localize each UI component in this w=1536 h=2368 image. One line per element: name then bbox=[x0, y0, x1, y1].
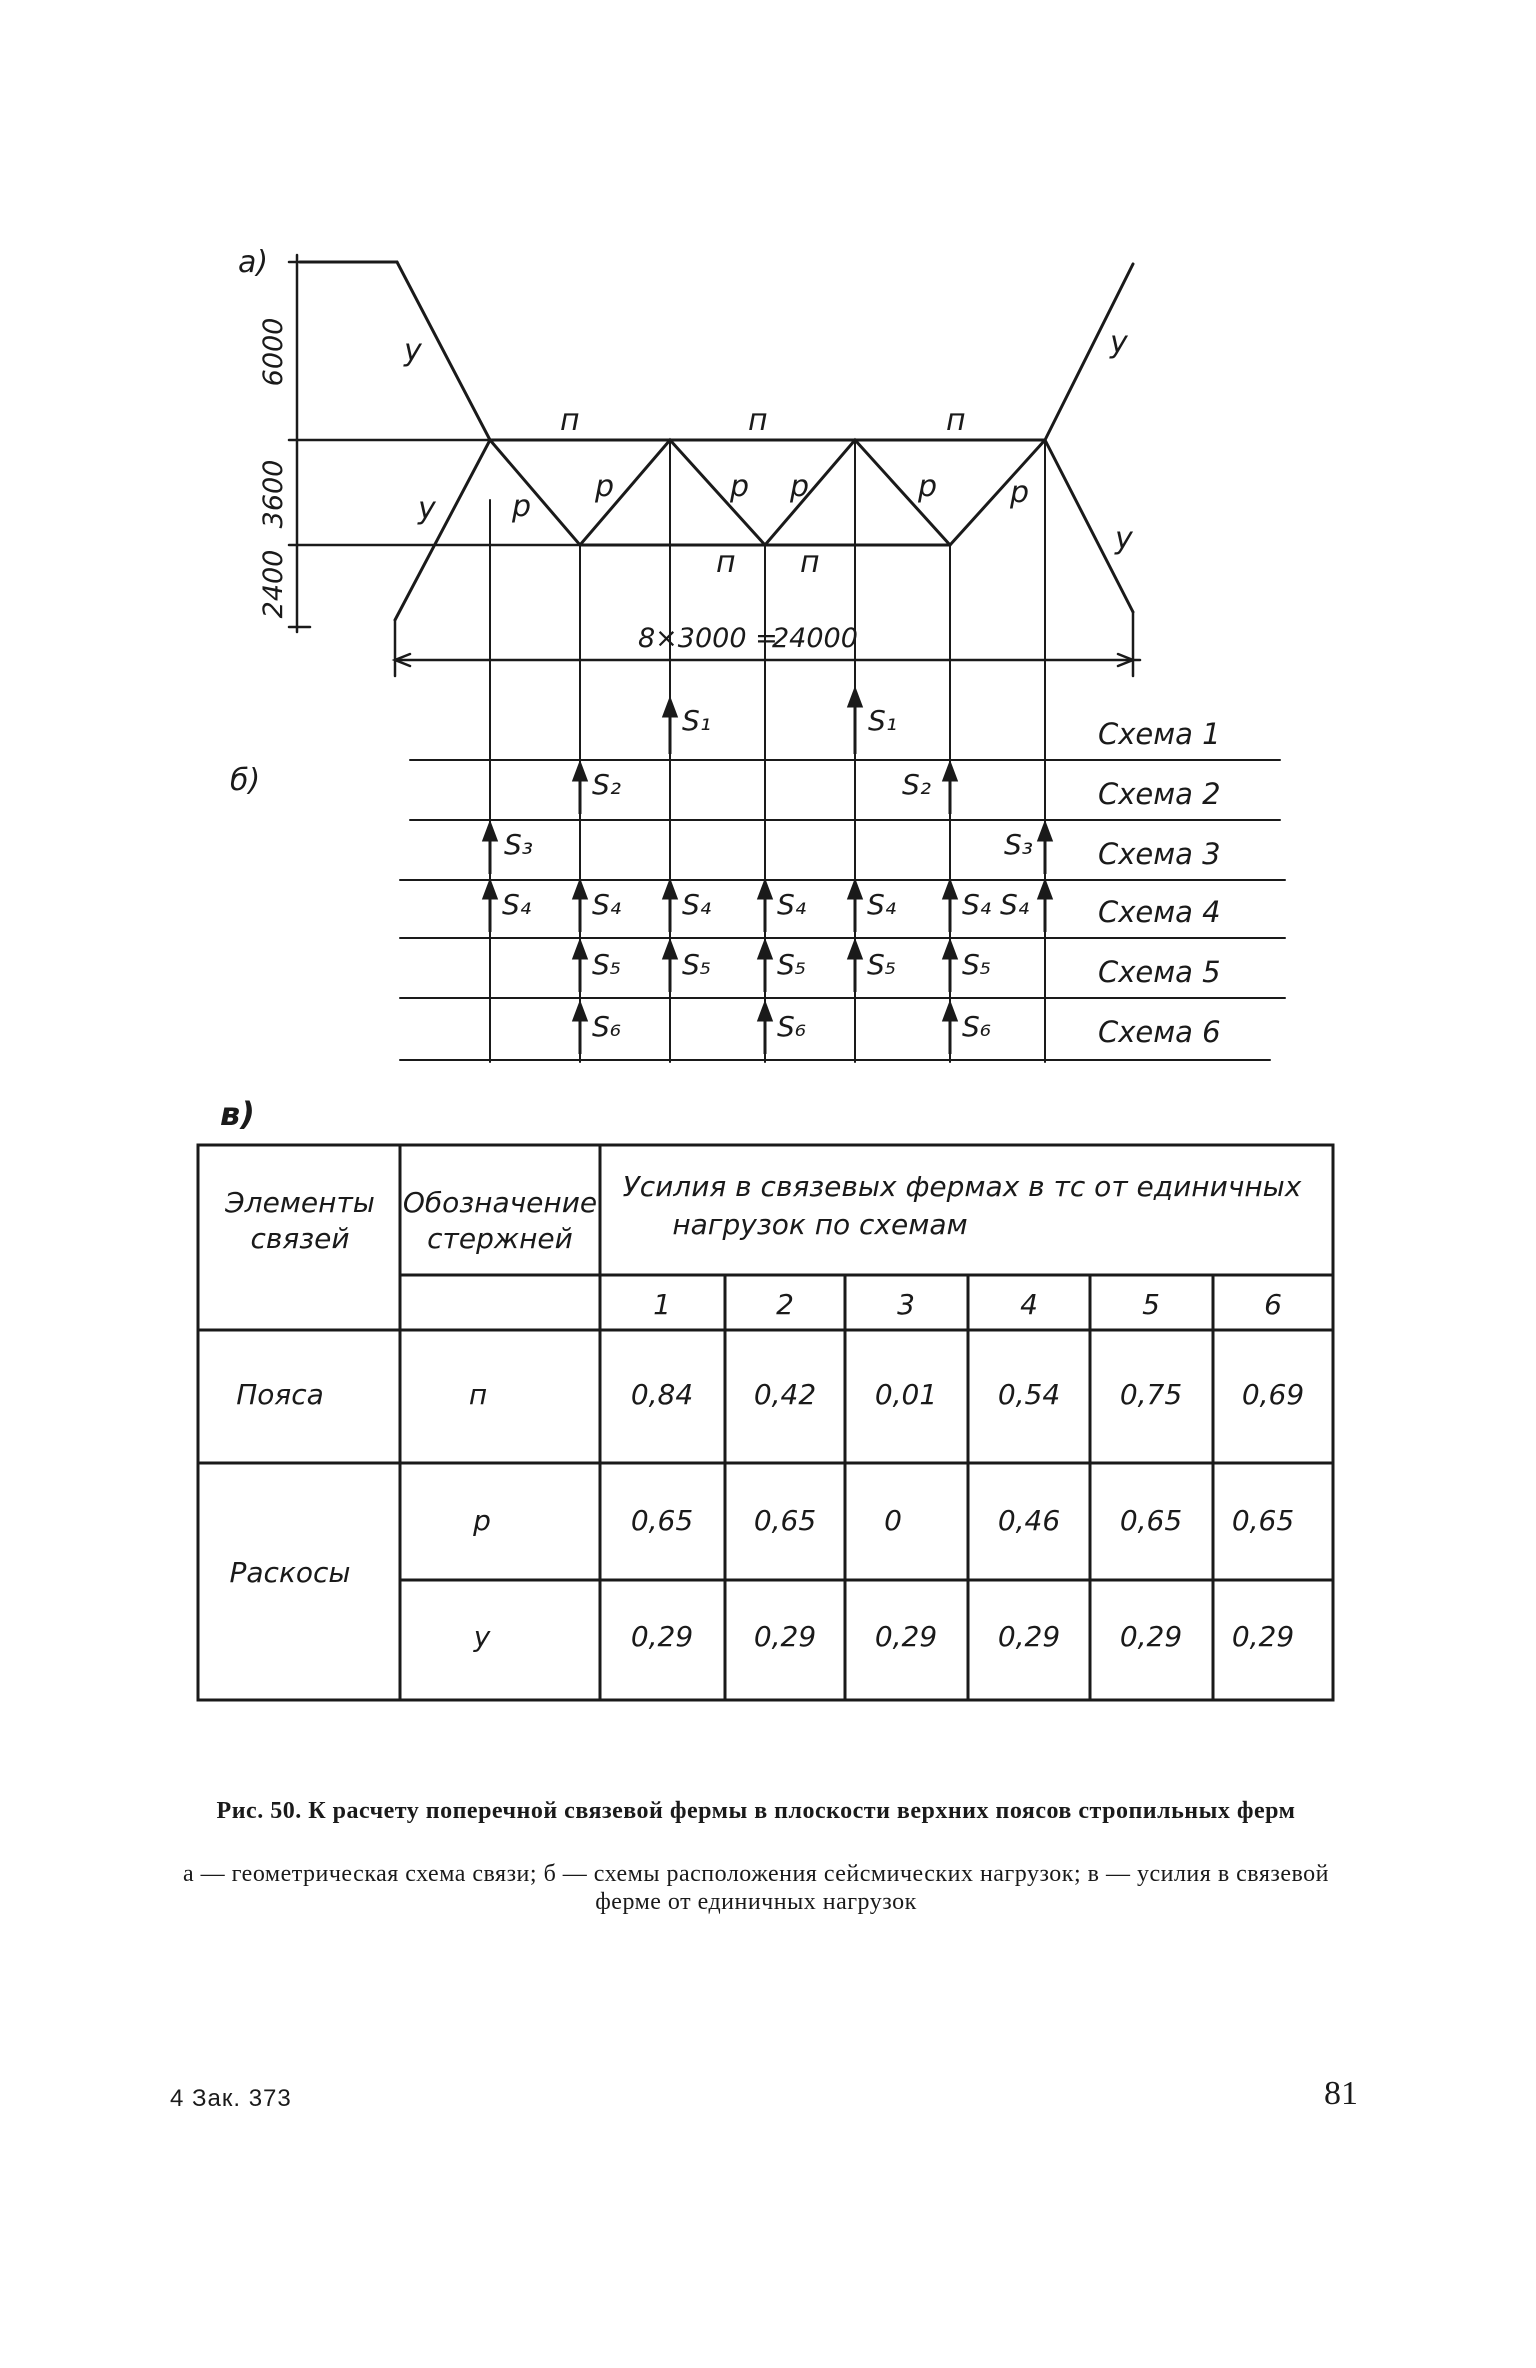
cell-value: 0,65 bbox=[630, 1504, 694, 1537]
footer-order-number: 4 Зак. 373 bbox=[170, 2085, 292, 2112]
scheme-label-4: Схема 4 bbox=[1098, 895, 1221, 929]
header-designation-line1: Обозначение bbox=[402, 1186, 598, 1219]
label-chord: п bbox=[716, 545, 736, 580]
header-forces-line1: Усилия в связевых фермах в тс от единичных bbox=[622, 1170, 1302, 1203]
load-s4: S₄ bbox=[502, 888, 531, 921]
load-arrows bbox=[484, 690, 1051, 1054]
panel-b-label: б) bbox=[230, 763, 261, 798]
header-elements-line2: связей bbox=[250, 1222, 350, 1255]
cell-value: 0,84 bbox=[630, 1378, 694, 1411]
span-label-left: 8×3000 = bbox=[638, 623, 778, 654]
load-s4: S₄ bbox=[592, 888, 621, 921]
arrow bbox=[849, 942, 861, 992]
load-s4: S₄ bbox=[682, 888, 711, 921]
arrow bbox=[664, 942, 676, 992]
scheme-col-4: 4 bbox=[1020, 1288, 1038, 1321]
load-s4: S₄ bbox=[1000, 888, 1029, 921]
panel-a-label: а) bbox=[238, 245, 269, 280]
label-chord: п bbox=[560, 403, 580, 438]
arrow bbox=[664, 882, 676, 932]
dim-3600: 3600 bbox=[258, 459, 289, 529]
load-s5: S₅ bbox=[962, 948, 991, 981]
arrow bbox=[484, 882, 496, 932]
cell-value: 0,29 bbox=[1119, 1620, 1183, 1653]
cell-value: 0,29 bbox=[1231, 1620, 1295, 1653]
load-s6: S₆ bbox=[777, 1010, 806, 1043]
arrow bbox=[574, 1004, 586, 1054]
load-s6: S₆ bbox=[592, 1010, 621, 1043]
row-group: Пояса bbox=[236, 1378, 324, 1411]
header-elements-line1: Элементы bbox=[225, 1186, 375, 1219]
scheme-label-3: Схема 3 bbox=[1098, 837, 1221, 871]
cell-value: 0,29 bbox=[874, 1620, 938, 1653]
arrow bbox=[849, 690, 861, 754]
load-s1: S₁ bbox=[682, 704, 711, 737]
cell-value: 0 bbox=[884, 1504, 902, 1537]
load-s4: S₄ bbox=[962, 888, 991, 921]
scheme-label-5: Схема 5 bbox=[1098, 955, 1221, 989]
label-chord: п bbox=[800, 545, 820, 580]
dim-6000: 6000 bbox=[258, 317, 289, 387]
load-s5: S₅ bbox=[777, 948, 806, 981]
cell-value: 0,46 bbox=[997, 1504, 1061, 1537]
row-designation: п bbox=[468, 1378, 488, 1411]
row-designation: у bbox=[473, 1620, 491, 1653]
header-forces-line2: нагрузок по схемам bbox=[672, 1208, 968, 1241]
row-designation: р bbox=[473, 1504, 491, 1537]
cell-value: 0,65 bbox=[753, 1504, 817, 1537]
scheme-col-6: 6 bbox=[1264, 1288, 1282, 1321]
scheme-col-3: 3 bbox=[897, 1288, 915, 1321]
arrow bbox=[944, 882, 956, 932]
vertical-dimension bbox=[289, 255, 580, 632]
scheme-col-2: 2 bbox=[776, 1288, 794, 1321]
cell-value: 0,29 bbox=[997, 1620, 1061, 1653]
arrow bbox=[1039, 882, 1051, 932]
row-group: Раскосы bbox=[229, 1556, 351, 1589]
load-s4: S₄ bbox=[777, 888, 806, 921]
label-brace: р bbox=[730, 469, 750, 504]
page-number: 81 bbox=[1324, 2075, 1358, 2112]
cell-value: 0,29 bbox=[753, 1620, 817, 1653]
load-s4: S₄ bbox=[867, 888, 896, 921]
arrow bbox=[1039, 824, 1051, 874]
span-label-right: 24000 bbox=[772, 623, 858, 654]
load-s1: S₁ bbox=[868, 704, 897, 737]
arrow bbox=[759, 882, 771, 932]
arrow bbox=[574, 882, 586, 932]
label-brace: р bbox=[1010, 475, 1030, 510]
load-s2: S₂ bbox=[592, 768, 621, 801]
panel-c-label: в) bbox=[220, 1095, 255, 1133]
scheme-label-1: Схема 1 bbox=[1098, 717, 1221, 751]
label-strut: у bbox=[418, 491, 436, 526]
figure-caption-text: а — геометрическая схема связи; б — схемы расположения сейсмических нагрузок; в — усилия в связевой ферме от единичных нагрузок bbox=[183, 1861, 1329, 1915]
load-s5: S₅ bbox=[592, 948, 621, 981]
cell-value: 0,69 bbox=[1241, 1378, 1305, 1411]
arrow bbox=[759, 1004, 771, 1054]
label-brace: р bbox=[595, 469, 615, 504]
figure-caption-title: Рис. 50. К расчету поперечной связевой фермы в плоскости верхних поясов стропильных ферм bbox=[216, 1798, 1296, 1824]
arrow bbox=[849, 882, 861, 932]
header-designation-line2: стержней bbox=[427, 1222, 573, 1255]
cell-value: 0,01 bbox=[874, 1378, 938, 1411]
load-s5: S₅ bbox=[867, 948, 896, 981]
load-s5: S₅ bbox=[682, 948, 711, 981]
cell-value: 0,54 bbox=[997, 1378, 1061, 1411]
cell-value: 0,65 bbox=[1119, 1504, 1183, 1537]
arrow bbox=[484, 824, 496, 874]
label-brace: р bbox=[918, 469, 938, 504]
arrow bbox=[664, 700, 676, 754]
label-chord: п bbox=[748, 403, 768, 438]
load-s3: S₃ bbox=[504, 828, 533, 861]
load-s3: S₃ bbox=[1004, 828, 1033, 861]
label-strut: у bbox=[1110, 325, 1128, 360]
scheme-col-5: 5 bbox=[1142, 1288, 1160, 1321]
arrow bbox=[944, 1004, 956, 1054]
load-s6: S₆ bbox=[962, 1010, 991, 1043]
label-strut: у bbox=[404, 333, 422, 368]
cell-value: 0,42 bbox=[753, 1378, 817, 1411]
cell-value: 0,65 bbox=[1231, 1504, 1295, 1537]
arrow bbox=[944, 942, 956, 992]
scheme-label-2: Схема 2 bbox=[1098, 777, 1221, 811]
arrow bbox=[574, 942, 586, 992]
load-s2: S₂ bbox=[902, 768, 931, 801]
label-strut: у bbox=[1115, 521, 1133, 556]
arrow bbox=[944, 764, 956, 814]
cell-value: 0,75 bbox=[1119, 1378, 1183, 1411]
arrow bbox=[759, 942, 771, 992]
cell-value: 0,29 bbox=[630, 1620, 694, 1653]
scheme-label-6: Схема 6 bbox=[1098, 1015, 1221, 1049]
label-brace: р bbox=[790, 469, 810, 504]
label-brace: р bbox=[512, 489, 532, 524]
scheme-col-1: 1 bbox=[653, 1288, 671, 1321]
dim-2400: 2400 bbox=[258, 549, 289, 619]
arrow bbox=[574, 764, 586, 814]
label-chord: п bbox=[946, 403, 966, 438]
